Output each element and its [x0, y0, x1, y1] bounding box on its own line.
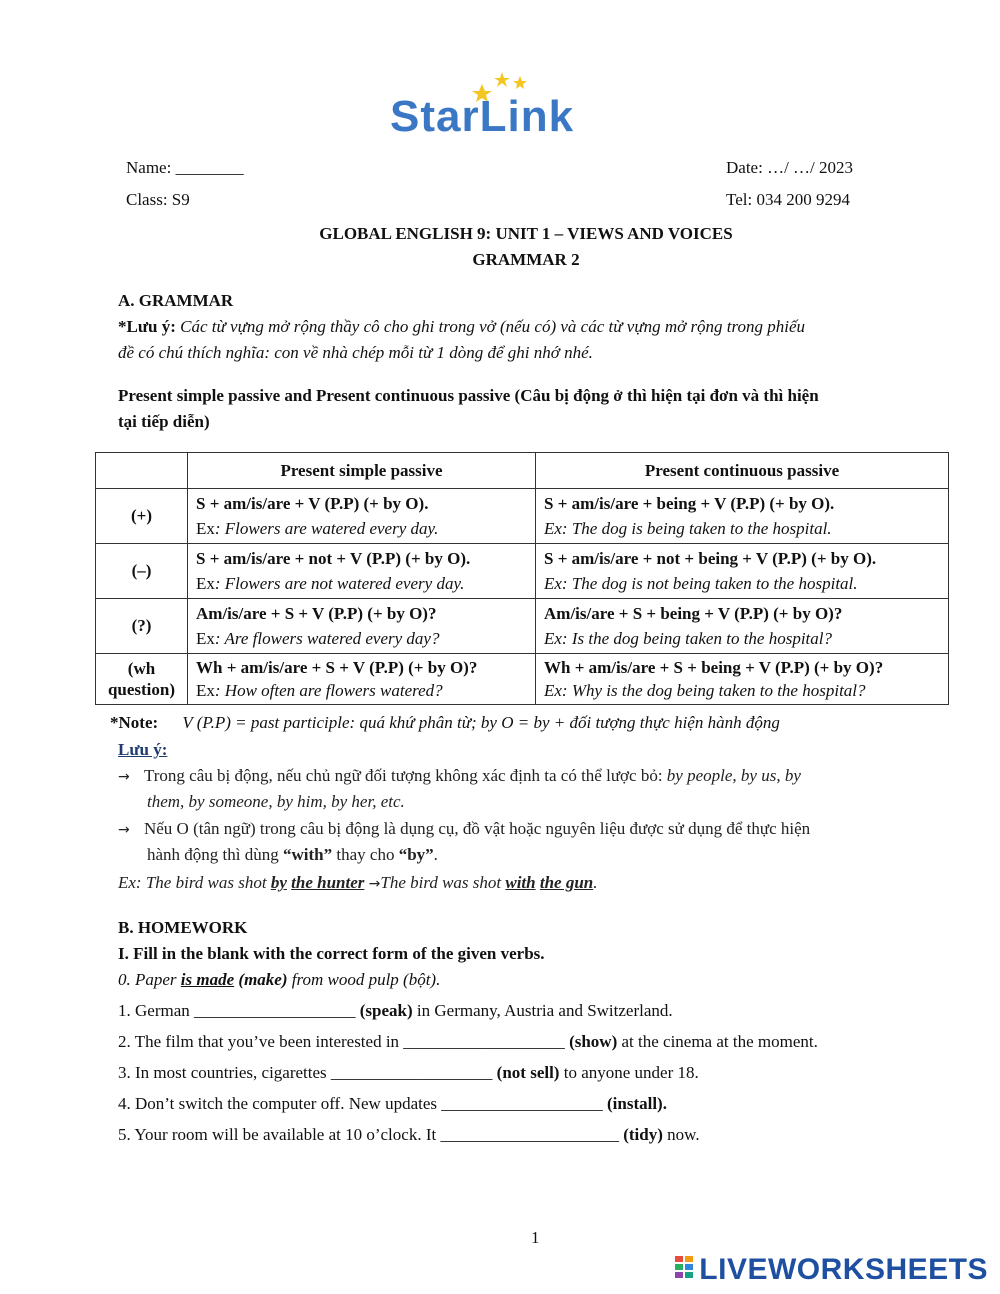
row-label: (+) — [96, 489, 188, 544]
note-label: *Note: — [110, 713, 159, 732]
section-b-heading: B. HOMEWORK — [118, 918, 248, 937]
luu-y-label: Lưu ý: — [118, 740, 168, 759]
row-label-line-1: (wh — [127, 659, 156, 678]
simple-formula: Am/is/are + S + V (P.P) (+ by O)? — [196, 604, 437, 623]
row-label — [96, 654, 188, 705]
worksheet-subtitle: GRAMMAR 2 — [472, 250, 580, 269]
table-row — [96, 654, 949, 705]
item-text: 3. In most countries, cigarettes ___________________ — [118, 1063, 497, 1082]
grammar-table — [95, 452, 949, 705]
example-text: : Flowers are not watered every day. — [214, 574, 465, 593]
continuous-cell — [536, 544, 949, 599]
table-row — [96, 599, 949, 654]
liveworksheets-logo[interactable] — [675, 1253, 988, 1287]
note-line-1 — [118, 317, 805, 337]
example-prefix: Ex — [196, 574, 215, 593]
item-text: 1. German ___________________ — [118, 1001, 360, 1020]
note-text: V (P.P) = past participle: quá khứ phân từ; by O = by + đối tượng thực hiện hành động — [182, 713, 780, 732]
example-answer: is made — [180, 970, 235, 989]
simple-cell — [188, 599, 536, 654]
example-line — [118, 873, 598, 893]
continuous-example: Ex: Is the dog being taken to the hospital? — [544, 629, 832, 648]
row-label: (?) — [96, 599, 188, 654]
continuous-formula: Wh + am/is/are + S + being + V (P.P) (+ by O)? — [544, 658, 884, 677]
simple-formula: S + am/is/are + not + V (P.P) (+ by O). — [196, 549, 471, 568]
topic-line-2: tại tiếp diễn) — [118, 412, 210, 431]
exercise-instruction: I. Fill in the blank with the correct form of the given verbs. — [118, 944, 545, 963]
item-post: to anyone under 18. — [559, 1063, 699, 1082]
example-with: with — [505, 873, 536, 892]
example-hunter: the hunter — [291, 873, 365, 892]
bullet-2-text-b: thay cho — [332, 845, 399, 864]
example-gun: the gun — [539, 873, 594, 892]
topic-line-1: Present simple passive and Present continuous passive (Câu bị động ở thì hiện tại đơn và thì hiện — [118, 386, 819, 405]
table-header-simple: Present simple passive — [188, 453, 536, 489]
simple-example — [196, 679, 527, 702]
arrow-icon: → — [368, 876, 381, 892]
bullet-2-text: Nếu O (tân ngữ) trong câu bị động là dụng cụ, đồ vật hoặc nguyên liệu được sử dụng để thực hiện — [143, 819, 811, 838]
item-verb: (install). — [607, 1094, 667, 1113]
note-text-1: Các từ vựng mở rộng thầy cô cho ghi trong vở (nếu có) và các từ vựng mở rộng trong phiếu — [180, 317, 806, 336]
bullet-2-line-1 — [118, 819, 810, 839]
example-prefix: Ex — [196, 681, 215, 700]
exercise-item-3 — [118, 1063, 699, 1083]
continuous-example: Ex: The dog is not being taken to the hospital. — [544, 574, 858, 593]
section-a-heading: A. GRAMMAR — [118, 291, 234, 310]
by-keyword: “by” — [398, 845, 434, 864]
simple-formula: S + am/is/are + V (P.P) (+ by O). — [196, 494, 429, 513]
continuous-cell — [536, 654, 949, 705]
item-verb: (tidy) — [623, 1125, 663, 1144]
table-row — [96, 489, 949, 544]
bullet-1-text: Trong câu bị động, nếu chủ ngữ đối tượng không xác định ta có thể lược bỏ: — [143, 766, 667, 785]
continuous-example: Ex: The dog is being taken to the hospital. — [544, 519, 832, 538]
logo-text: StarLink — [390, 92, 575, 141]
starlink-logo — [390, 70, 610, 145]
worksheet-title: GLOBAL ENGLISH 9: UNIT 1 – VIEWS AND VOICES — [319, 224, 733, 243]
with-keyword: “with” — [283, 845, 333, 864]
table-row — [96, 544, 949, 599]
exercise-item-2 — [118, 1032, 818, 1052]
example-start: Ex: The bird was shot — [118, 873, 271, 892]
example-text: : Flowers are watered every day. — [214, 519, 439, 538]
example-mid: The bird was shot — [380, 873, 506, 892]
table-header-empty — [96, 453, 188, 489]
example-by: by — [270, 873, 287, 892]
row-label-line-2: question) — [107, 680, 176, 699]
example-text: : How often are flowers watered? — [214, 681, 443, 700]
example-end: . — [593, 873, 598, 892]
bullet-1-line-2: them, by someone, by him, by her, etc. — [147, 792, 405, 811]
item-verb: (show) — [569, 1032, 618, 1051]
simple-example — [196, 571, 527, 596]
continuous-formula: Am/is/are + S + being + V (P.P) (+ by O)? — [544, 604, 843, 623]
bullet-2-text-a: hành động thì dùng — [147, 845, 283, 864]
page-number: 1 — [531, 1228, 540, 1247]
item-verb: (speak) — [359, 1001, 413, 1020]
example-pre: 0. Paper — [118, 970, 181, 989]
table-header-continuous: Present continuous passive — [536, 453, 949, 489]
liveworksheets-text: LIVEWORKSHEETS — [699, 1253, 988, 1286]
continuous-cell — [536, 489, 949, 544]
bullet-2-end: . — [433, 845, 438, 864]
class-field: Class: S9 — [126, 190, 190, 209]
bullet-2-line-2 — [147, 845, 438, 865]
bullet-1-line-1 — [118, 766, 801, 786]
example-verb: (make) — [238, 970, 288, 989]
simple-cell — [188, 489, 536, 544]
item-text: 2. The film that you’ve been interested in ___________________ — [118, 1032, 570, 1051]
example-prefix: Ex — [196, 519, 215, 538]
item-text: 5. Your room will be available at 10 o’clock. It _____________________ — [118, 1125, 624, 1144]
note-row — [110, 713, 780, 733]
continuous-example: Ex: Why is the dog being taken to the hospital? — [544, 681, 866, 700]
item-verb: (not sell) — [496, 1063, 560, 1082]
simple-cell — [188, 544, 536, 599]
item-post: at the cinema at the moment. — [617, 1032, 818, 1051]
simple-cell — [188, 654, 536, 705]
example-prefix: Ex — [196, 629, 215, 648]
continuous-formula: S + am/is/are + being + V (P.P) (+ by O). — [544, 494, 835, 513]
arrow-icon: → — [118, 769, 130, 785]
continuous-formula: S + am/is/are + not + being + V (P.P) (+ by O). — [544, 549, 877, 568]
example-text: : Are flowers watered every day? — [214, 629, 440, 648]
note-line-2: đề có chú thích nghĩa: con về nhà chép mỗi từ 1 dòng để ghi nhớ nhé. — [118, 343, 593, 362]
exercise-item-1 — [118, 1001, 673, 1021]
arrow-icon: → — [118, 822, 130, 838]
exercise-item-5 — [118, 1125, 700, 1145]
item-post: in Germany, Austria and Switzerland. — [412, 1001, 673, 1020]
simple-formula: Wh + am/is/are + S + V (P.P) (+ by O)? — [196, 658, 478, 677]
bullet-1-italic: by people, by us, by — [666, 766, 801, 785]
tel-field: Tel: 034 200 9294 — [726, 190, 850, 209]
row-label: (–) — [96, 544, 188, 599]
item-post: now. — [662, 1125, 700, 1144]
simple-example — [196, 516, 527, 541]
simple-example — [196, 626, 527, 651]
note-label: *Lưu ý: — [118, 317, 176, 336]
example-post: from wood pulp (bột). — [287, 970, 441, 989]
date-field: Date: …/ …/ 2023 — [726, 158, 854, 177]
table-header-row — [96, 453, 949, 489]
exercise-example — [118, 970, 440, 990]
exercise-item-4 — [118, 1094, 667, 1114]
liveworksheets-icon — [675, 1256, 695, 1282]
continuous-cell — [536, 599, 949, 654]
name-field: Name: ________ — [126, 158, 244, 177]
item-text: 4. Don’t switch the computer off. New updates ___________________ — [118, 1094, 607, 1113]
